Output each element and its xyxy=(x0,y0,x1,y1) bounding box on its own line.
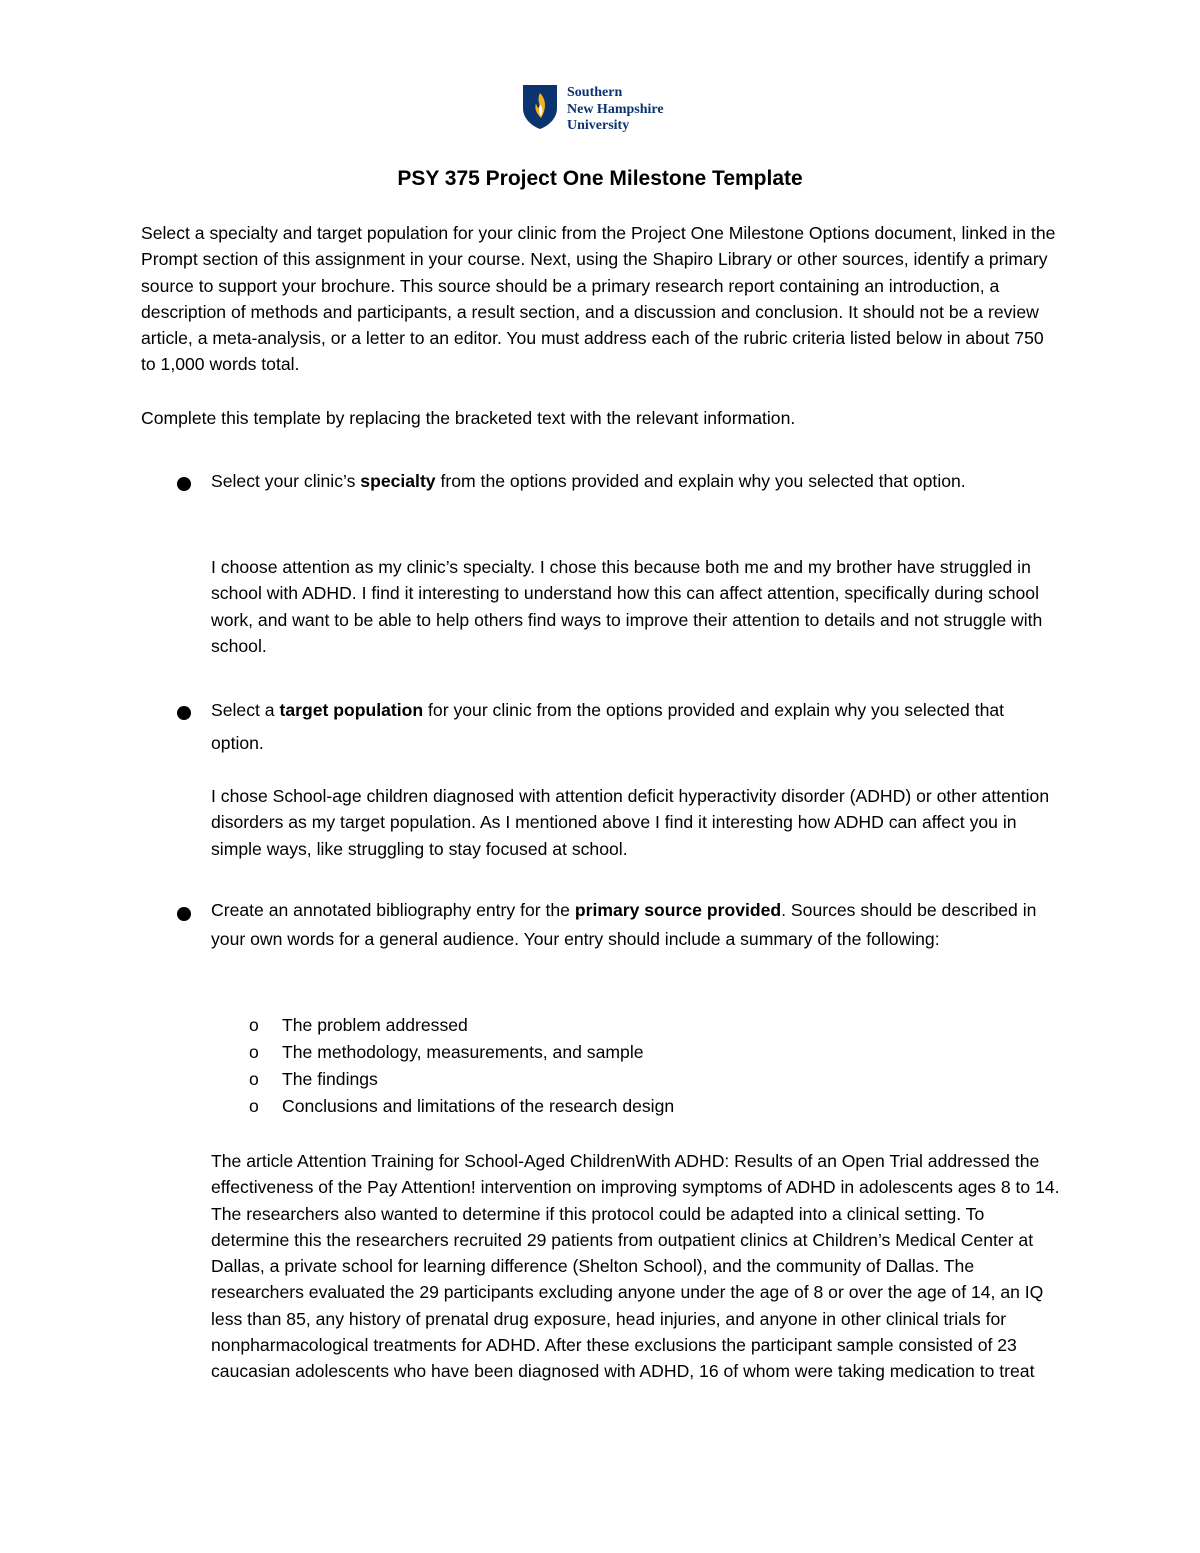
prompt-keyword: target population xyxy=(279,700,424,720)
list-item-text: The problem addressed xyxy=(282,1015,468,1035)
list-item xyxy=(211,1012,468,1038)
list-item-text: The findings xyxy=(282,1069,378,1089)
list-item xyxy=(211,1093,674,1119)
list-item xyxy=(211,1039,644,1065)
prompt-text: from the options provided and explain why you selected that option. xyxy=(435,471,966,491)
target-population-answer: I chose School-age children diagnosed with attention deficit hyperactivity disorder (ADHD) or other attention disorders as my target population. As I mentioned above I find it interesting how ADHD can affect you in simple ways, like struggling to stay focused at school. xyxy=(211,786,1050,859)
prompt-keyword: specialty xyxy=(360,471,436,491)
prompt-keyword: primary source provided xyxy=(574,900,782,920)
logo-line-1: Southern xyxy=(567,85,623,100)
page-title: PSY 375 Project One Milestone Template xyxy=(397,167,803,190)
specialty-prompt xyxy=(211,465,1061,498)
target-population-prompt xyxy=(211,694,1061,759)
bullet-icon xyxy=(177,706,191,720)
specialty-answer: I choose attention as my clinic’s specialty. I chose this because both me and my brother have struggled in school with ADHD. I find it interesting to understand how this can affect attention, specifically during school work, and want to be able to help others find ways to improve their attention to details and not struggle with school. xyxy=(211,557,1043,656)
instructions-paragraph: Complete this template by replacing the bracketed text with the relevant information. xyxy=(141,408,796,428)
bibliography-prompt xyxy=(211,896,1061,954)
bibliography-answer: The article Attention Training for School-Aged ChildrenWith ADHD: Results of an Open Trial addressed the effectiveness of the Pay Attention! intervention on improving symptoms of ADHD in adolescents ages 8 to 14. The researchers also wanted to determine if this protocol could be adapted into a clinical setting. To determine this the researchers recruited 29 patients from outpatient clinics at Children’s Medical Center at Dallas, a private school for learning difference (Shelton School), and the community of Dallas. The researchers evaluated the 29 participants excluding anyone under the age of 8 or over the age of 14, an IQ less than 85, any history of prenatal drug exposure, head injuries, and anyone in other clinical trials for nonpharmacological treatments for ADHD. After these exclusions the participant sample consisted of 23 caucasian adolescents who have been diagnosed with ADHD, 16 of whom were taking medication to treat xyxy=(211,1151,1060,1382)
list-item-text: The methodology, measurements, and sample xyxy=(282,1042,644,1062)
circle-bullet-icon: o xyxy=(249,1015,259,1035)
shield-flame-icon xyxy=(522,84,558,130)
circle-bullet-icon: o xyxy=(249,1096,259,1116)
circle-bullet-icon: o xyxy=(249,1042,259,1062)
logo-line-3: University xyxy=(567,118,630,133)
list-item-text: Conclusions and limitations of the research design xyxy=(282,1096,675,1116)
logo-line-2: New Hampshire xyxy=(567,101,664,117)
bullet-icon xyxy=(177,907,191,921)
intro-paragraph: Select a specialty and target population for your clinic from the Project One Milestone Options document, linked in the Prompt section of this assignment in your course. Next, using the Shapiro Library or other sources, identify a primary source to support your brochure. This source should be a primary research report containing an introduction, a description of methods and participants, a result section, and a discussion and conclusion. It should not be a review article, a meta-analysis, or a letter to an editor. You must address each of the rubric criteria listed below in about 750 to 1,000 words total. xyxy=(141,223,1056,375)
prompt-text: . Sources should be described in your own words for a general audience. Your entry should include a summary of the following: xyxy=(211,900,1037,949)
prompt-text: Select a xyxy=(211,700,280,720)
circle-bullet-icon: o xyxy=(249,1069,259,1089)
bullet-icon xyxy=(177,477,191,491)
prompt-text: for your clinic from the options provided and explain why you selected that option. xyxy=(211,700,1005,753)
university-logo xyxy=(522,84,664,135)
prompt-text: Select your clinic’s xyxy=(211,471,361,491)
prompt-text: Create an annotated bibliography entry for the xyxy=(211,900,575,920)
list-item xyxy=(211,1066,378,1092)
